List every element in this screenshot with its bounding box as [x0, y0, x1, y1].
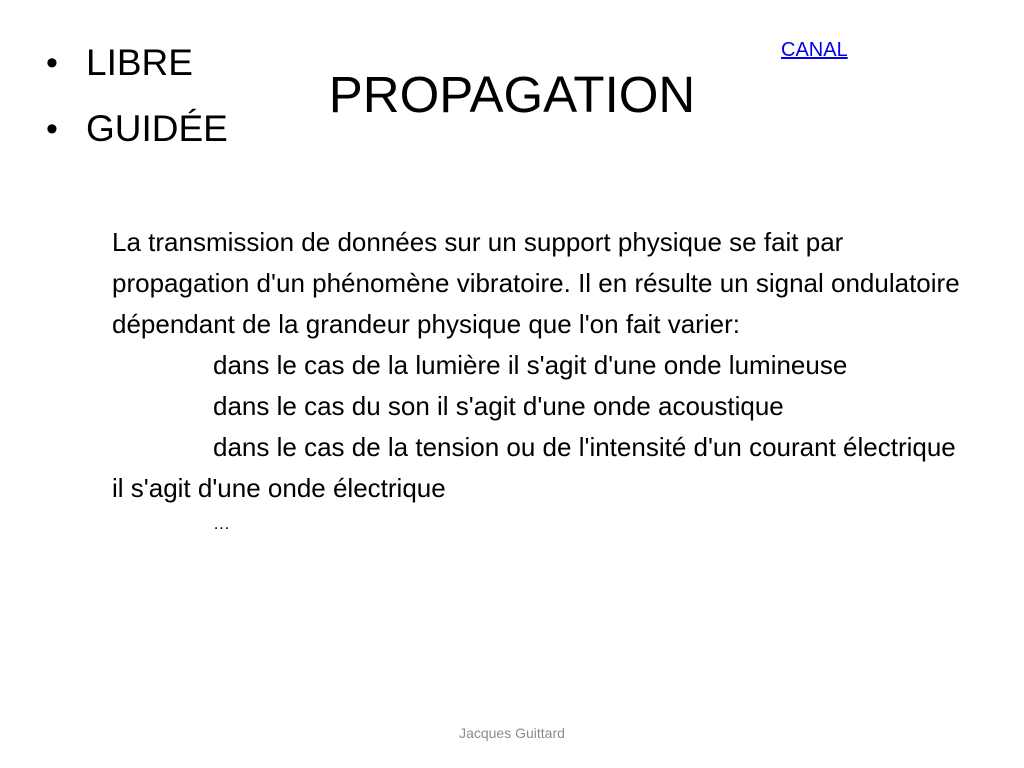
footer-author: Jacques Guittard: [459, 725, 565, 741]
canal-link[interactable]: CANAL: [781, 39, 848, 61]
bullet-label: LIBRE: [86, 42, 193, 83]
slide-title: PROPAGATION: [328, 66, 696, 123]
bullet-label: GUIDÉE: [86, 108, 228, 149]
body-ellipsis: …: [213, 514, 230, 533]
body-paragraph-intro: La transmission de données sur un support physique se fait par propagation d'un phénomène vibratoire. Il en résulte un signal ondulatoire dépendant de la grandeur physique que l'on fait varier:: [112, 227, 960, 339]
body-paragraph-electric: dans le cas de la tension ou de l'intensité d'un courant électrique il s'agit d'une onde électrique: [112, 432, 956, 503]
body-paragraph-sound: dans le cas du son il s'agit d'une onde acoustique: [213, 391, 784, 421]
bullet-dot: •: [46, 44, 58, 82]
body-paragraph-light: dans le cas de la lumière il s'agit d'une onde lumineuse: [213, 350, 848, 380]
bullet-dot: •: [46, 110, 58, 148]
body-text: [112, 222, 962, 539]
